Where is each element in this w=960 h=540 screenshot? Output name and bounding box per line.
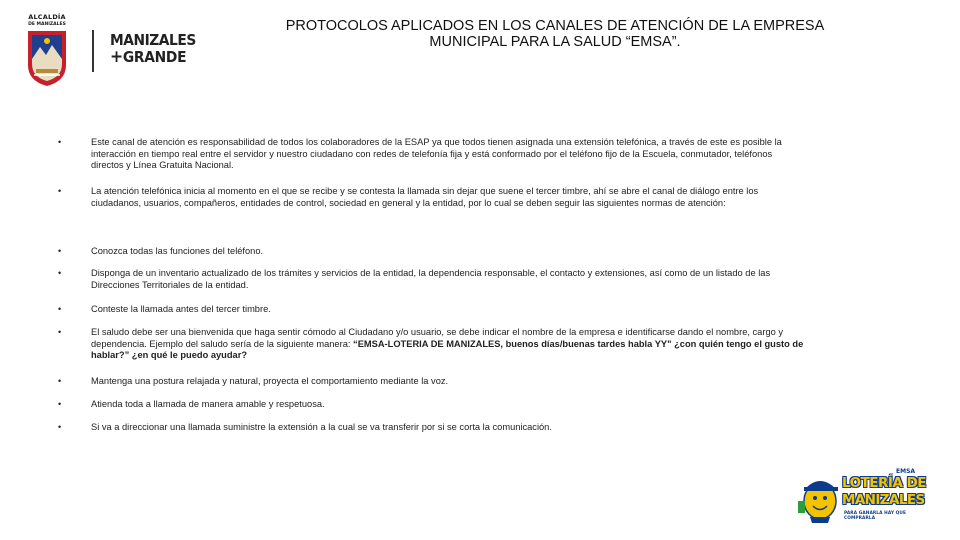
text-line: Este canal de atención es responsabilidad de todos los colaboradores de la ESAP ya que todos tienen asignada una extensión telefónica, a través de este es posible la [91, 137, 782, 147]
lottery-line2: MANIZALES [842, 492, 925, 508]
lottery-line1: LOTERÍA DE [842, 475, 927, 491]
page-title-line2: MUNICIPAL PARA LA SALUD “EMSA”. [429, 34, 681, 50]
manizales-logo-line2 [110, 49, 202, 66]
text-line: Atienda toda a llamada de manera amable y respetuosa. [91, 399, 325, 409]
manizales-logo-line1: MANIZALES [110, 31, 196, 49]
text-line: Mantenga una postura relajada y natural, proyecta el comportamiento mediante la voz. [91, 376, 449, 386]
manizales-grande-logo [110, 32, 210, 72]
page-title [230, 18, 880, 50]
text-line: El saludo debe ser una bienvenida que haga sentir cómodo al Ciudadano y/o usuario, se debe indicar el nombre de la empresa e identificarse dando el nombre, cargo y [91, 327, 784, 337]
bullet-icon: • [58, 376, 62, 386]
bullet-icon: • [58, 186, 62, 196]
list-item-text [91, 399, 909, 411]
manizales-logo-grande: GRANDE [122, 48, 187, 66]
bold-greeting-example-end: hablar?” ¿en qué le puedo ayudar? [91, 350, 248, 361]
bullet-icon: • [58, 399, 62, 409]
alcaldia-logo [20, 10, 74, 88]
text-line: interacción en tiempo real entre el servidor y nuestro ciudadano con redes de telefonía fija y está conformado por el teléfono fijo de la Escuela, conmutador, teléfonos [91, 148, 773, 159]
bullet-icon: • [58, 327, 62, 337]
list-item-text [91, 304, 909, 316]
bullet-icon: • [58, 268, 62, 278]
emsa-brand: EMSA [896, 468, 916, 475]
list-item-text [91, 327, 909, 362]
text-segment: dependencia. Ejemplo del saludo sería de la siguiente manera: [91, 338, 354, 349]
alcaldia-logo-line1: ALCALDÍA [28, 13, 66, 21]
list-item-text [91, 422, 909, 434]
list-item-text [91, 246, 909, 258]
text-line [91, 350, 909, 362]
mascot-icon [796, 471, 842, 523]
bullet-icon: • [58, 246, 62, 256]
text-line: Disponga de un inventario actualizado de los trámites y servicios de la entidad, la dependencia responsable, el contacto y extensiones, así como de un listado de las [91, 268, 771, 278]
text-line: La atención telefónica inicia al momento en el que se recibe y se contesta la llamada sin dejar que suene el tercer timbre, ahí se abre el canal de diálogo entre los [91, 186, 759, 196]
loteria-manizales-logo [796, 465, 936, 525]
bullet-icon: • [58, 137, 62, 147]
text-line: Conteste la llamada antes del tercer timbre. [91, 304, 271, 314]
bullet-icon: • [58, 304, 62, 314]
alcaldia-logo-line2: DE MANIZALES [28, 22, 66, 27]
list-item-text [91, 376, 909, 388]
text-line: ciudadanos, usuarios, compañeros, entidades de control, sociedad en general y la entidad, por lo cual se deben seguir las siguientes normas de atención: [91, 197, 726, 208]
manizales-logo-plus: + [110, 47, 123, 67]
page-title-line1: PROTOCOLOS APLICADOS EN LOS CANALES DE ATENCIÓN DE LA EMPRESA [285, 18, 825, 34]
bold-greeting-example: “EMSA-LOTERIA DE MANIZALES, buenos días/buenas tardes habla YY" ¿con quién tengo el gusto de [353, 338, 804, 349]
text-line: directos y Línea Gratuita Nacional. [91, 160, 234, 171]
list-item-text [91, 137, 909, 172]
text-line: Si va a direccionar una llamada suministre la extensión a la cual se va transferir por si se corta la comunicación. [91, 422, 552, 432]
header [0, 0, 960, 100]
shield-icon [26, 29, 68, 87]
text-line [91, 339, 909, 351]
lottery-tagline: PARA GANARLA HAY QUE COMPRARLA [844, 511, 907, 521]
text-line: Direcciones Territoriales de la entidad. [91, 279, 249, 290]
list-item-text [91, 268, 909, 291]
header-divider [92, 30, 94, 72]
text-line: Conozca todas las funciones del teléfono. [91, 246, 264, 256]
bullet-icon: • [58, 422, 62, 432]
list-item-text [91, 186, 909, 209]
